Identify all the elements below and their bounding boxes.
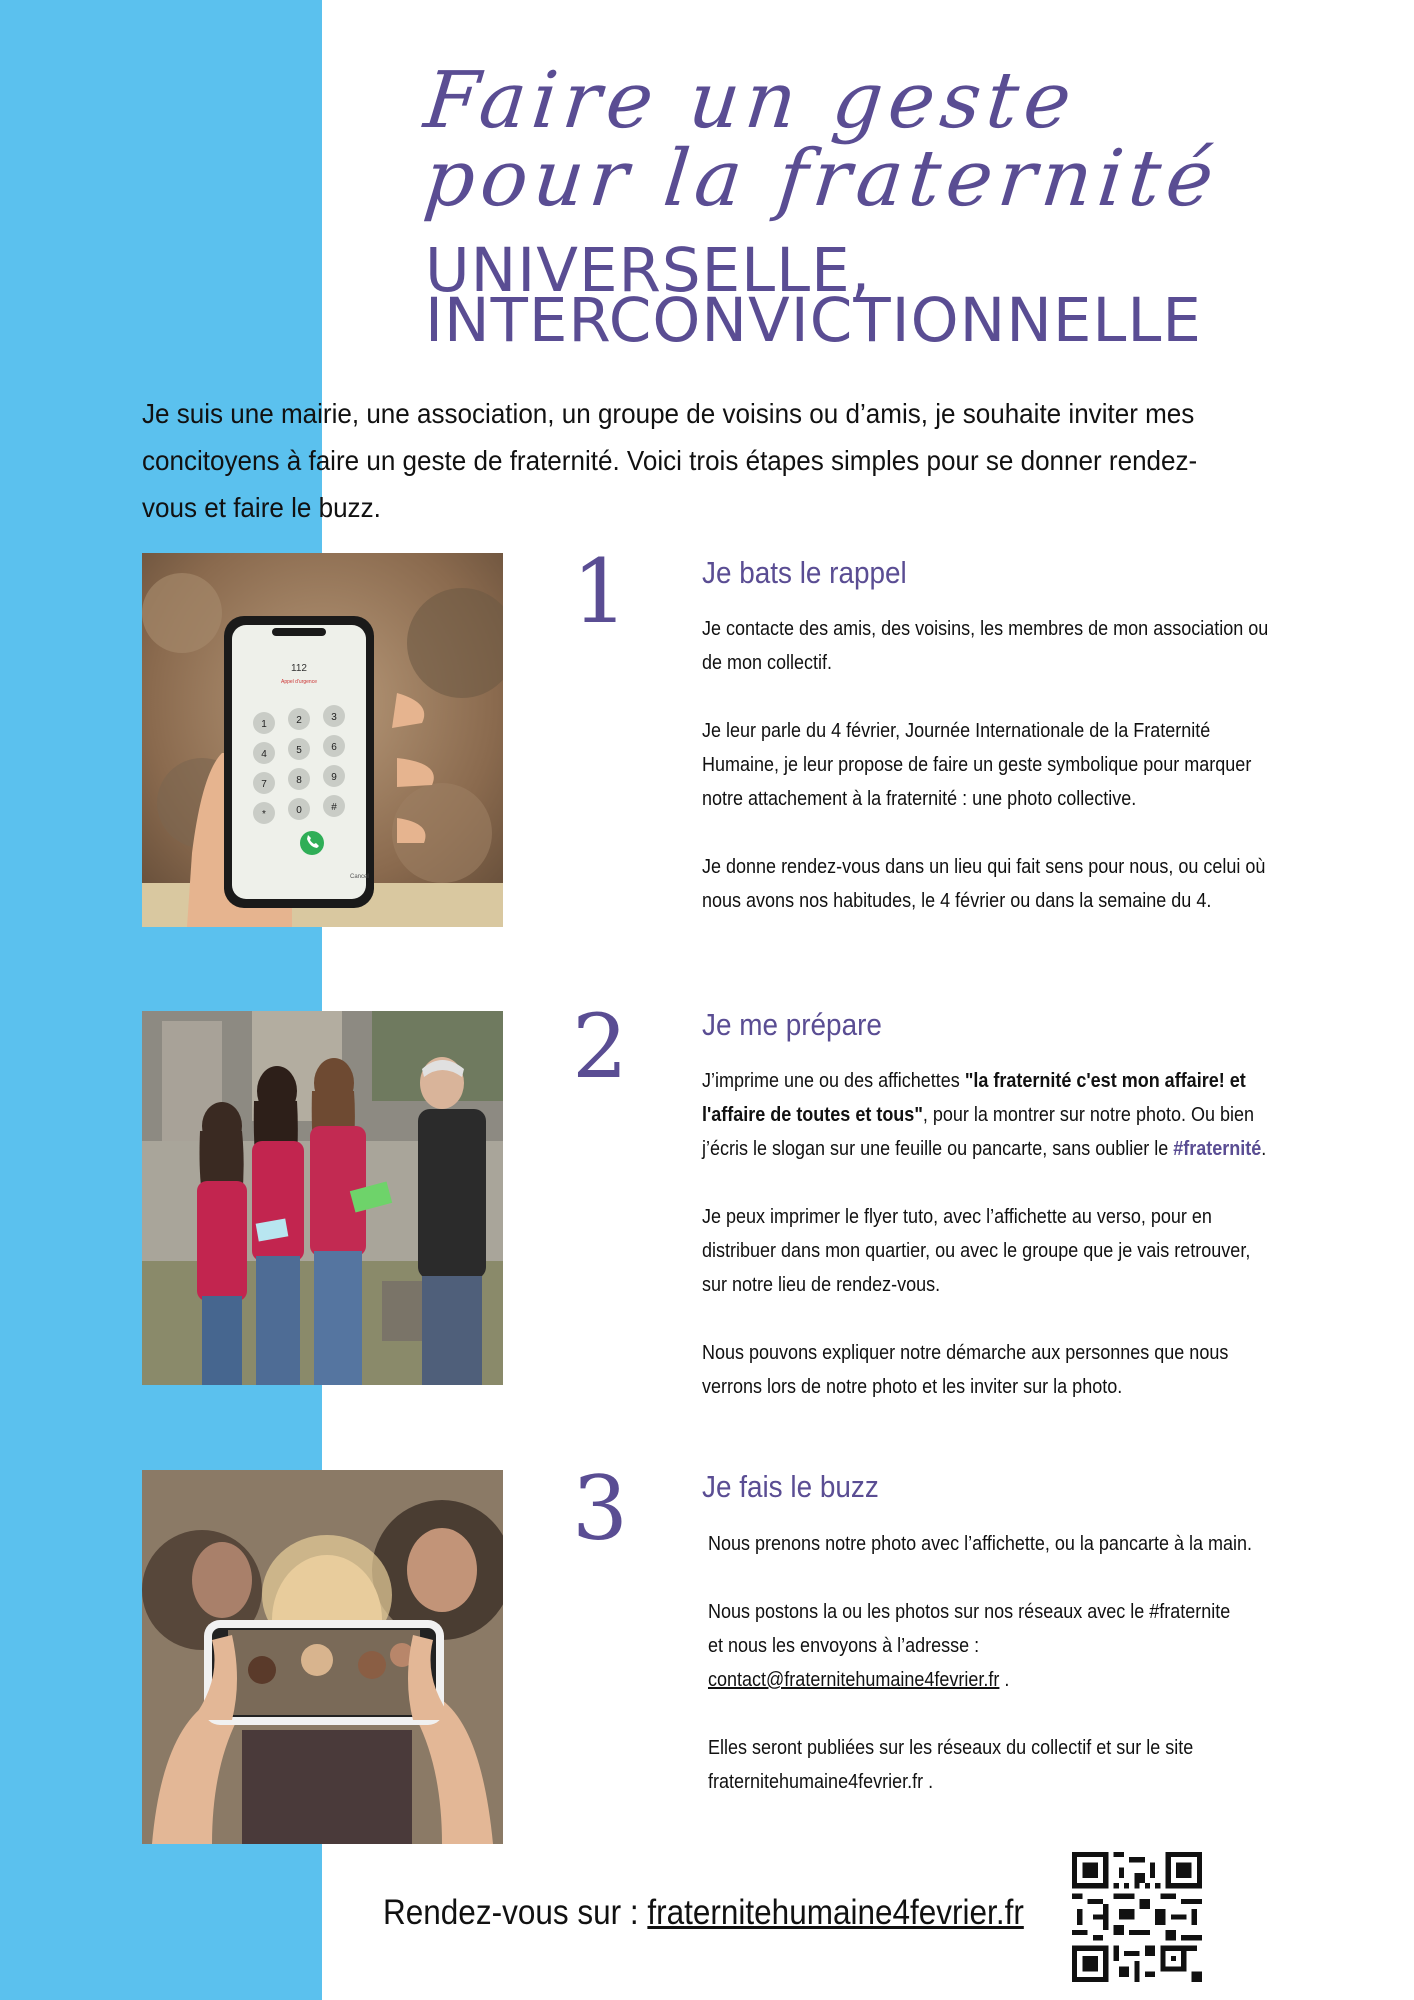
step-title-1: Je bats le rappel [702,555,907,590]
photo-selfie [142,1470,503,1844]
title-script-line-1: Faire un geste [420,56,1082,146]
step-text-3 [708,1527,1284,1799]
key: 4 [261,749,267,760]
step-title-3: Je fais le buzz [702,1469,879,1504]
key: # [331,802,337,813]
step3-paragraph-3: Elles seront publiées sur les réseaux du collectif et sur le site fraternitehumaine4fevrier.fr . [708,1737,1194,1793]
step-text-1 [702,612,1278,918]
step1-paragraph: Je leur parle du 4 février, Journée Internationale de la Fraternité Humaine, je leur propose de faire un geste symbolique pour marquer notre attachement à la fraternité : une photo collective. [702,720,1252,810]
step-number-1: 1 [572,540,628,643]
key: 7 [261,779,267,790]
text: , pour la montrer sur notre photo. Ou bien j’écris le slogan sur une feuille ou pancarte, sans oublier le [702,1104,1255,1160]
step2-paragraph-2: Je peux imprimer le flyer tuto, avec l’affichette au verso, pour en distribuer dans mon quartier, ou avec le groupe que je vais retrouver, sur notre lieu de rendez-vous. [702,1206,1251,1296]
text: Nous postons la ou les photos sur nos réseaux avec le #fraternite [708,1601,1231,1623]
text: . [1261,1138,1267,1160]
title-script-line-2: pour la fraternité [420,134,1224,224]
step1-paragraph: Je contacte des amis, des voisins, les membres de mon association ou de mon collectif. [702,618,1269,674]
key: 9 [331,772,337,783]
step3-paragraph-1: Nous prenons notre photo avec l’affichette, ou la pancarte à la main. [708,1533,1253,1555]
key: 1 [261,719,267,730]
step-number-3: 3 [572,1457,628,1560]
email-link[interactable]: contact@fraternitehumaine4fevrier.fr [708,1669,1000,1691]
key: 6 [331,742,337,753]
key: 3 [331,712,337,723]
key: 0 [296,805,302,816]
dialer-sub: Appel d'urgence [281,679,317,685]
step-number-2: 2 [572,995,628,1098]
photo-phone-dialer [142,553,503,927]
title-caps-line-2: INTERCONVICTIONNELLE [425,285,1202,356]
photo-group-flyers [142,1011,503,1385]
qr-code-icon [1072,1852,1202,1982]
key: 5 [296,745,302,756]
text: et nous les envoyons à l’adresse : [708,1635,980,1657]
step3-paragraph-2 [708,1595,1284,1697]
hashtag: #fraternité [1173,1138,1262,1160]
text: J’imprime une ou des affichettes [702,1070,965,1092]
slogan-bold: "la fraternité c'est mon affaire! et l'affaire de toutes et tous" [702,1070,1246,1126]
key: 2 [296,715,302,726]
title-caps-line-1: UNIVERSELLE, [425,235,872,306]
text: . [999,1669,1010,1691]
step1-paragraph: Je donne rendez-vous dans un lieu qui fait sens pour nous, ou celui où nous avons nos habitudes, le 4 février ou dans la semaine du 4. [702,856,1266,912]
dialer-number: 112 [291,663,307,674]
footer-line [383,1893,1024,1933]
key: 8 [296,775,302,786]
key: * [262,809,266,820]
step-title-2: Je me prépare [702,1007,882,1042]
cancel-label: Cancel [350,874,369,880]
footer-prefix: Rendez-vous sur : [383,1893,648,1932]
intro-paragraph: Je suis une mairie, une association, un groupe de voisins ou d’amis, je souhaite inviter mes concitoyens à faire un geste de fraternité. Voici trois étapes simples pour se donner rendez-vous et faire le buzz. [142,398,1198,523]
step2-paragraph-1 [702,1064,1278,1166]
step2-paragraph-3: Nous pouvons expliquer notre démarche aux personnes que nous verrons lors de notre photo et les inviter sur la photo. [702,1342,1229,1398]
footer-link[interactable]: fraternitehumaine4fevrier.fr [647,1893,1024,1932]
step-text-2 [702,1064,1278,1404]
